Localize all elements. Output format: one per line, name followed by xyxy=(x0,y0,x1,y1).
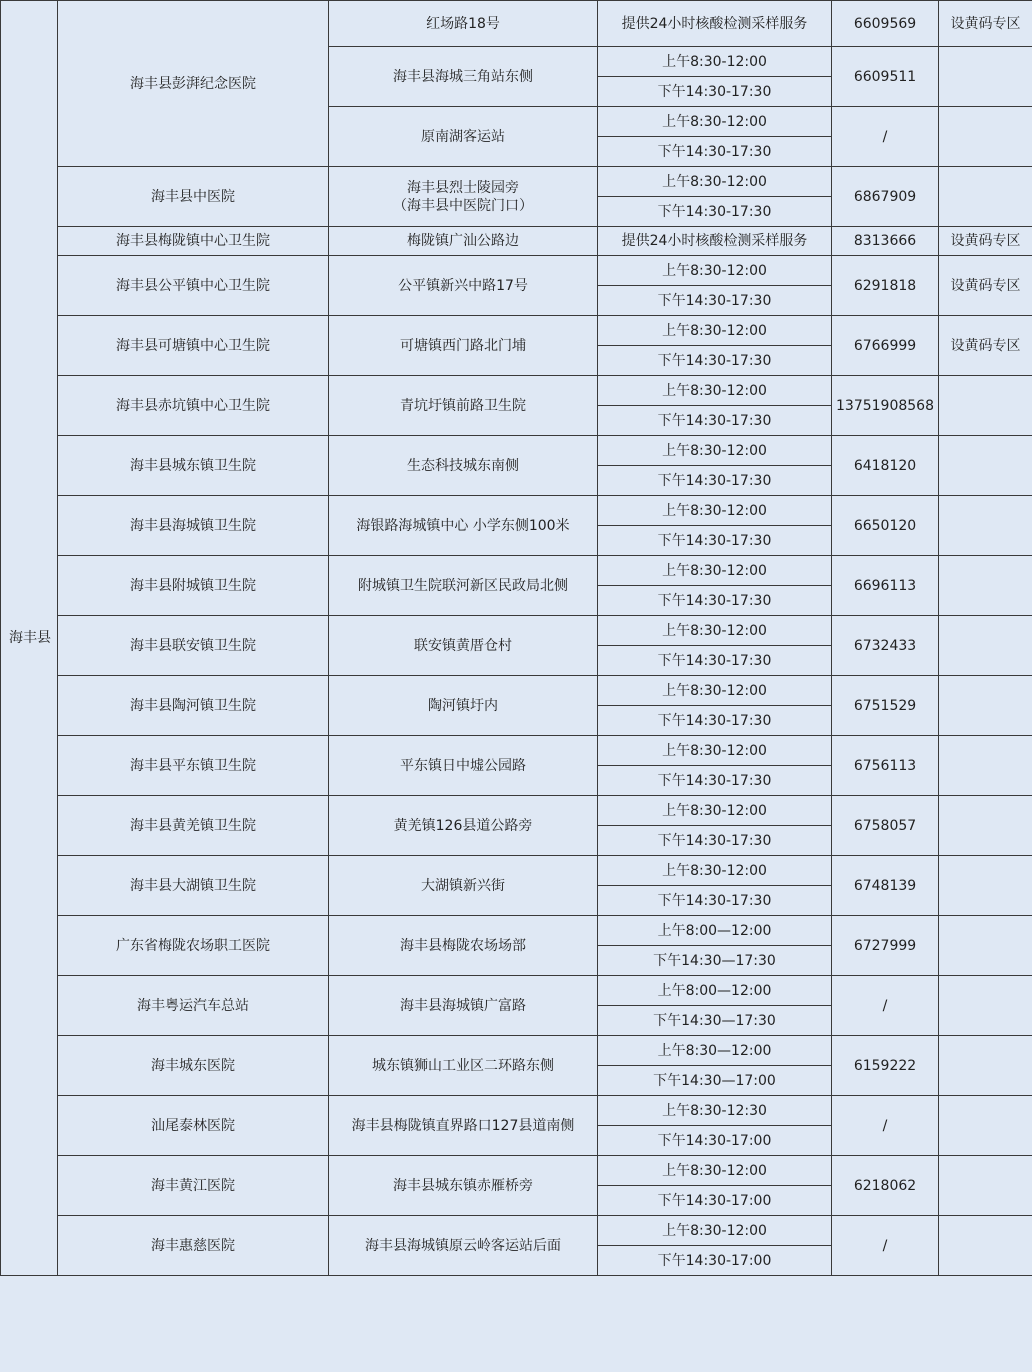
site-note xyxy=(939,616,1032,676)
site-address xyxy=(329,167,598,227)
hours-am: 上午8:30-12:00 xyxy=(598,1156,832,1186)
hours-pm: 下午14:30-17:30 xyxy=(598,586,832,616)
site-note xyxy=(939,167,1032,227)
site-phone: / xyxy=(832,1216,939,1276)
hours-pm: 下午14:30-17:30 xyxy=(598,197,832,227)
site-address: 大湖镇新兴街 xyxy=(329,856,598,916)
site-note xyxy=(939,436,1032,496)
hours-am: 上午8:30-12:00 xyxy=(598,316,832,346)
site-address: 可塘镇西门路北门埔 xyxy=(329,316,598,376)
site-phone: 6867909 xyxy=(832,167,939,227)
hours-am: 上午8:30-12:00 xyxy=(598,107,832,137)
site-phone: 6159222 xyxy=(832,1036,939,1096)
hours-am: 上午8:00—12:00 xyxy=(598,916,832,946)
site-address: 青坑圩镇前路卫生院 xyxy=(329,376,598,436)
site-phone: / xyxy=(832,107,939,167)
site-name: 海丰县大湖镇卫生院 xyxy=(58,856,329,916)
hours-am: 上午8:30-12:00 xyxy=(598,856,832,886)
service-hours: 提供24小时核酸检测采样服务 xyxy=(598,1,832,47)
site-address: 平东镇日中墟公园路 xyxy=(329,736,598,796)
site-name: 海丰惠慈医院 xyxy=(58,1216,329,1276)
hours-am: 上午8:30-12:00 xyxy=(598,436,832,466)
site-note xyxy=(939,556,1032,616)
site-name: 海丰城东医院 xyxy=(58,1036,329,1096)
hours-am: 上午8:30-12:00 xyxy=(598,676,832,706)
site-address: 海丰县海城镇广富路 xyxy=(329,976,598,1036)
site-phone: 6751529 xyxy=(832,676,939,736)
site-note xyxy=(939,916,1032,976)
site-note xyxy=(939,856,1032,916)
site-address: 陶河镇圩内 xyxy=(329,676,598,736)
site-address: 海丰县梅陇农场场部 xyxy=(329,916,598,976)
site-address: 红场路18号 xyxy=(329,1,598,47)
site-name: 海丰县陶河镇卫生院 xyxy=(58,676,329,736)
hours-pm: 下午14:30-17:30 xyxy=(598,706,832,736)
site-note xyxy=(939,676,1032,736)
site-address: 黄羌镇126县道公路旁 xyxy=(329,796,598,856)
hours-pm: 下午14:30—17:00 xyxy=(598,1066,832,1096)
site-phone: 6291818 xyxy=(832,256,939,316)
site-phone: 6609569 xyxy=(832,1,939,47)
site-name: 海丰县平东镇卫生院 xyxy=(58,736,329,796)
hours-pm: 下午14:30-17:30 xyxy=(598,77,832,107)
address-line: 海丰县烈士陵园旁 xyxy=(407,179,519,196)
site-name: 海丰县海城镇卫生院 xyxy=(58,496,329,556)
site-address: 附城镇卫生院联河新区民政局北侧 xyxy=(329,556,598,616)
site-note xyxy=(939,736,1032,796)
site-note: 设黄码专区 xyxy=(939,1,1032,47)
site-note xyxy=(939,976,1032,1036)
site-name: 海丰黄江医院 xyxy=(58,1156,329,1216)
site-note xyxy=(939,1216,1032,1276)
hours-am: 上午8:30-12:00 xyxy=(598,796,832,826)
service-hours: 提供24小时核酸检测采样服务 xyxy=(598,227,832,256)
site-phone: 6758057 xyxy=(832,796,939,856)
site-name: 海丰县可塘镇中心卫生院 xyxy=(58,316,329,376)
hours-pm: 下午14:30-17:30 xyxy=(598,346,832,376)
site-phone: 6218062 xyxy=(832,1156,939,1216)
hours-pm: 下午14:30-17:30 xyxy=(598,826,832,856)
hours-am: 上午8:30-12:00 xyxy=(598,496,832,526)
hours-pm: 下午14:30-17:30 xyxy=(598,646,832,676)
site-address: 公平镇新兴中路17号 xyxy=(329,256,598,316)
site-name: 海丰县赤坑镇中心卫生院 xyxy=(58,376,329,436)
hours-am: 上午8:30-12:00 xyxy=(598,376,832,406)
site-name: 汕尾泰林医院 xyxy=(58,1096,329,1156)
site-address: 海丰县城东镇赤雁桥旁 xyxy=(329,1156,598,1216)
site-phone: 6748139 xyxy=(832,856,939,916)
site-name: 海丰县城东镇卫生院 xyxy=(58,436,329,496)
site-address: 海丰县梅陇镇直界路口127县道南侧 xyxy=(329,1096,598,1156)
site-name: 海丰粤运汽车总站 xyxy=(58,976,329,1036)
site-name: 海丰县公平镇中心卫生院 xyxy=(58,256,329,316)
site-name: 海丰县黄羌镇卫生院 xyxy=(58,796,329,856)
site-address: 海银路海城镇中心 小学东侧100米 xyxy=(329,496,598,556)
hours-pm: 下午14:30-17:30 xyxy=(598,886,832,916)
hours-pm: 下午14:30-17:30 xyxy=(598,286,832,316)
hours-am: 上午8:30-12:00 xyxy=(598,556,832,586)
site-phone: / xyxy=(832,1096,939,1156)
hours-pm: 下午14:30-17:00 xyxy=(598,1186,832,1216)
site-address: 海丰县海城三角站东侧 xyxy=(329,47,598,107)
site-name: 广东省梅陇农场职工医院 xyxy=(58,916,329,976)
site-name: 海丰县联安镇卫生院 xyxy=(58,616,329,676)
site-phone: 6650120 xyxy=(832,496,939,556)
site-address: 联安镇黄厝仓村 xyxy=(329,616,598,676)
hours-am: 上午8:30-12:30 xyxy=(598,1096,832,1126)
site-note xyxy=(939,496,1032,556)
hours-am: 上午8:30-12:00 xyxy=(598,1216,832,1246)
site-phone: 6732433 xyxy=(832,616,939,676)
hours-pm: 下午14:30-17:30 xyxy=(598,406,832,436)
site-note xyxy=(939,796,1032,856)
site-address: 城东镇狮山工业区二环路东侧 xyxy=(329,1036,598,1096)
hours-am: 上午8:30-12:00 xyxy=(598,616,832,646)
site-note: 设黄码专区 xyxy=(939,316,1032,376)
hours-pm: 下午14:30-17:00 xyxy=(598,1126,832,1156)
site-note xyxy=(939,1096,1032,1156)
hours-am: 上午8:30-12:00 xyxy=(598,736,832,766)
hours-pm: 下午14:30-17:00 xyxy=(598,1246,832,1276)
hours-am: 上午8:30-12:00 xyxy=(598,47,832,77)
hours-am: 上午8:30-12:00 xyxy=(598,167,832,197)
hours-pm: 下午14:30—17:30 xyxy=(598,946,832,976)
site-name: 海丰县彭湃纪念医院 xyxy=(58,1,329,167)
site-note xyxy=(939,1156,1032,1216)
hours-pm: 下午14:30-17:30 xyxy=(598,526,832,556)
site-phone: 6756113 xyxy=(832,736,939,796)
hours-am: 上午8:30—12:00 xyxy=(598,1036,832,1066)
hours-pm: 下午14:30-17:30 xyxy=(598,466,832,496)
site-note xyxy=(939,1036,1032,1096)
hours-am: 上午8:00—12:00 xyxy=(598,976,832,1006)
site-address: 原南湖客运站 xyxy=(329,107,598,167)
region-cell: 海丰县 xyxy=(1,1,58,1276)
site-name: 海丰县附城镇卫生院 xyxy=(58,556,329,616)
hours-am: 上午8:30-12:00 xyxy=(598,256,832,286)
site-note: 设黄码专区 xyxy=(939,227,1032,256)
site-phone: 8313666 xyxy=(832,227,939,256)
site-note xyxy=(939,47,1032,107)
site-phone: 6727999 xyxy=(832,916,939,976)
hours-pm: 下午14:30-17:30 xyxy=(598,766,832,796)
site-phone: / xyxy=(832,976,939,1036)
site-address: 生态科技城东南侧 xyxy=(329,436,598,496)
site-phone: 13751908568 xyxy=(832,376,939,436)
hours-pm: 下午14:30-17:30 xyxy=(598,137,832,167)
site-note xyxy=(939,107,1032,167)
site-note: 设黄码专区 xyxy=(939,256,1032,316)
site-address: 海丰县海城镇原云岭客运站后面 xyxy=(329,1216,598,1276)
site-phone: 6766999 xyxy=(832,316,939,376)
site-note xyxy=(939,376,1032,436)
site-name: 海丰县梅陇镇中心卫生院 xyxy=(58,227,329,256)
hours-pm: 下午14:30—17:30 xyxy=(598,1006,832,1036)
site-phone: 6696113 xyxy=(832,556,939,616)
site-address: 梅陇镇广汕公路边 xyxy=(329,227,598,256)
site-phone: 6609511 xyxy=(832,47,939,107)
site-name: 海丰县中医院 xyxy=(58,167,329,227)
site-phone: 6418120 xyxy=(832,436,939,496)
address-line: （海丰县中医院门口） xyxy=(393,197,533,214)
